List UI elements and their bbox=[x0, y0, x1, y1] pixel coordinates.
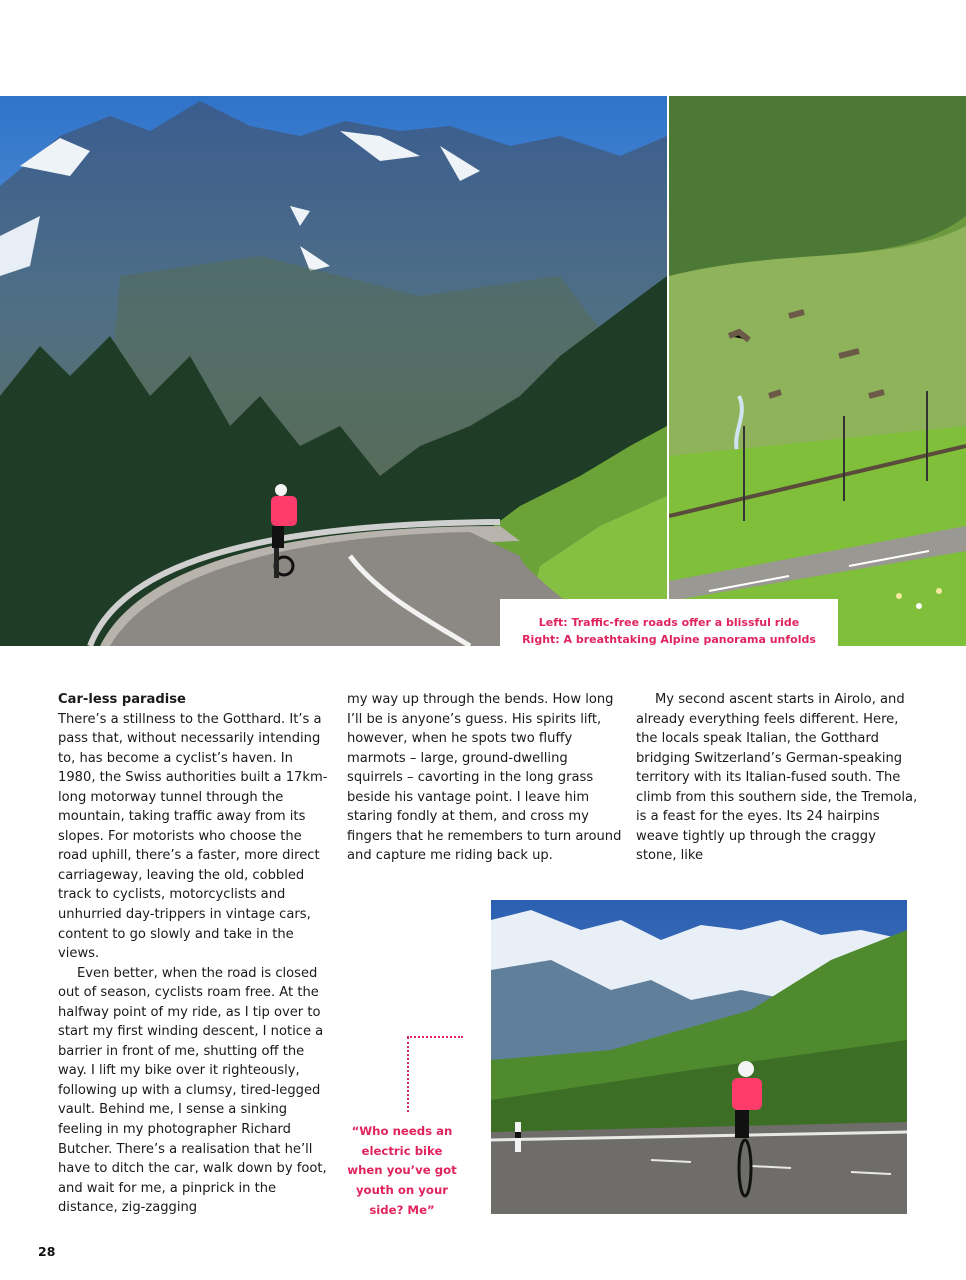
photo-alpine-valley bbox=[669, 96, 966, 646]
photo-cyclist-climbing bbox=[491, 900, 907, 1214]
photo-caption bbox=[500, 599, 838, 646]
pull-quote-leader-horizontal bbox=[407, 1036, 463, 1038]
section-subhead: Car-less paradise bbox=[58, 692, 186, 707]
paragraph-1: There’s a stillness to the Gotthard. It’s a pass that, without necessarily intending to, has become a cyclist’s haven. In 1980, the Swiss authorities built a 17km-long motorway tunnel through the mountain, taking traffic away from its slopes. For motorists who choose the road uphill, there’s a faster, more direct carriageway, leaving the old, cobbled track to cyclists, motorcyclists and unhurried day-trippers in vintage cars, content to go slowly and take in the views. bbox=[58, 711, 328, 962]
caption-right: Right: A breathtaking Alpine panorama unfolds bbox=[522, 633, 816, 646]
article-column-1 bbox=[58, 690, 333, 1218]
paragraph-2: Even better, when the road is closed out of season, cyclists roam free. At the halfway point of my ride, as I tip over to start my first winding descent, I notice a barrier in front of me, shutting off the way. I lift my bike over it righteously, following up with a clumsy, tired-legged vault. Behind me, I sense a sinking feeling in my photographer Richard Butcher. There’s a realisation that he’ll have to ditch the car, walk down by foot, and wait for me, a pinprick in the distance, zig-zagging bbox=[58, 965, 327, 1216]
pull-quote-leader-vertical bbox=[407, 1037, 409, 1112]
article-column-3 bbox=[636, 690, 918, 866]
photo-cyclist-alpine-road bbox=[0, 96, 667, 646]
page-number: 28 bbox=[38, 1244, 56, 1259]
article-column-2 bbox=[347, 690, 622, 866]
pull-quote: “Who needs an electric bike when you’ve got youth on your side? Me” bbox=[347, 1124, 457, 1217]
paragraph-3: my way up through the bends. How long I’ll be is anyone’s guess. His spirits lift, however, when he spots two fluffy marmots – large, ground-dwelling squirrels – cavorting in the long grass beside his vantage point. I leave him staring fondly at them, and cross my fingers that he remembers to turn around and capture me riding back up. bbox=[347, 692, 622, 864]
caption-left: Left: Traffic-free roads offer a blissful ride bbox=[538, 616, 800, 629]
paragraph-4: My second ascent starts in Airolo, and already everything feels different. Here, the locals speak Italian, the Gotthard bridging Switzerland’s German-speaking territory with its Italian-fused south. The climb from this southern side, the Tremola, is a feast for the eyes. Its 24 hairpins weave tightly up through the craggy stone, like bbox=[636, 692, 918, 864]
